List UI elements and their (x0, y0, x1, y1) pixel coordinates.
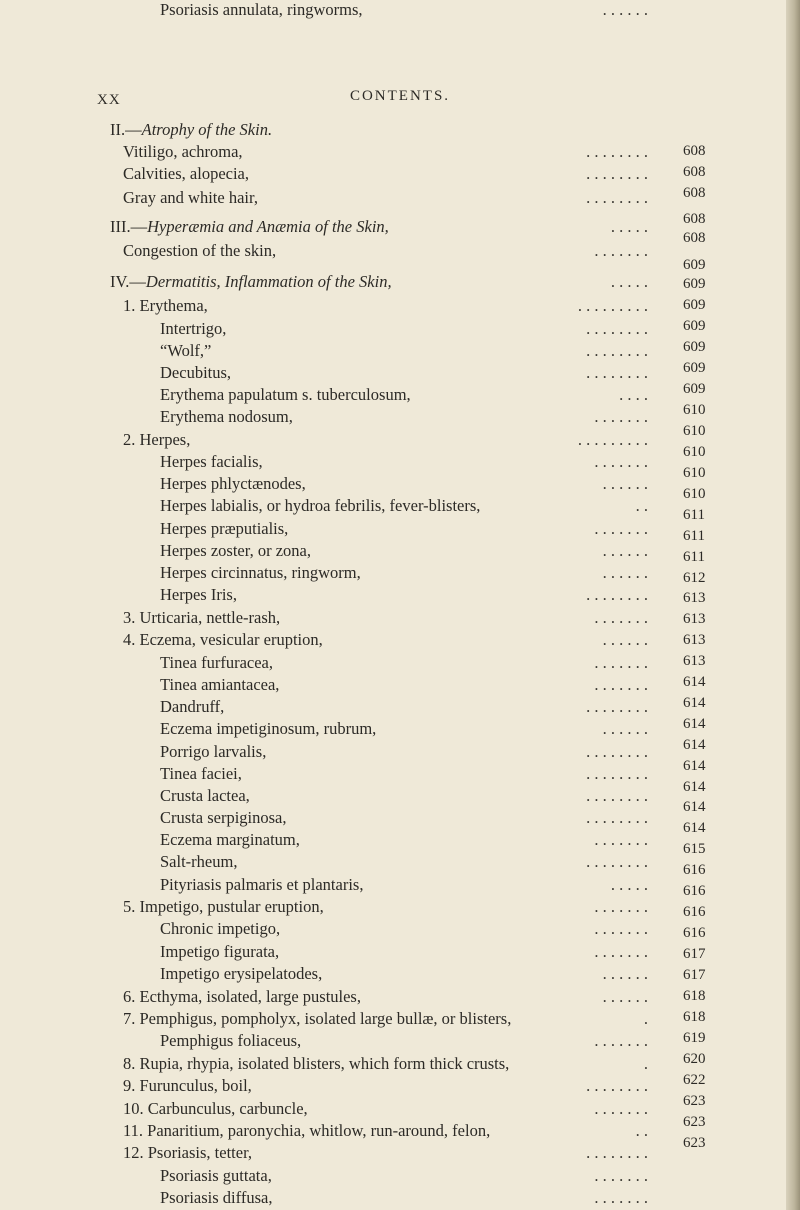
toc-entry-label (123, 1099, 308, 1119)
toc-entry-label (123, 608, 280, 628)
toc-entry-text: Psoriasis diffusa, (160, 1188, 273, 1207)
leader-dots: . (643, 1054, 648, 1073)
toc-entry (0, 563, 780, 585)
toc-entry (0, 519, 780, 541)
toc-entry (0, 919, 780, 941)
leader-dots: . . . . . . . . (586, 786, 648, 805)
toc-entry-text: Impetigo figurata, (160, 942, 280, 961)
toc-entry (0, 452, 780, 474)
page-number: 610 (683, 486, 706, 502)
toc-entry (0, 1121, 780, 1143)
leader-dots: . . . . . . . (594, 830, 648, 849)
toc-entry-label (160, 808, 286, 828)
toc-entry-label (160, 742, 266, 762)
page-number: 616 (683, 925, 706, 941)
running-title: CONTENTS. (349, 88, 451, 104)
toc-entry (0, 120, 780, 142)
leader-dots: . . . . . . . (594, 897, 648, 916)
leader-dots: . . . . . . (602, 964, 648, 983)
toc-entry-label (160, 875, 363, 895)
toc-entry-text: Pemphigus foliaceus, (160, 1031, 302, 1050)
toc-entry-label (123, 296, 208, 316)
leader-dots: . . . . . . (602, 630, 648, 649)
toc-entry (0, 0, 780, 22)
page-number: 618 (683, 988, 706, 1004)
page-number: 623 (683, 1135, 706, 1151)
page-number: 609 (683, 297, 706, 313)
leader-dots: . . . . . . . . (586, 363, 648, 382)
toc-entry-label (160, 719, 376, 739)
toc-entry-label (123, 430, 190, 450)
toc-entry-label (160, 474, 306, 494)
leader-dots: . . . . . . . (594, 1188, 648, 1207)
toc-entry-text: Psoriasis guttata, (160, 1166, 272, 1185)
page-number: 609 (683, 381, 706, 397)
page-number: 614 (683, 716, 706, 732)
toc-entry-text: Eczema impetiginosum, rubrum, (160, 719, 377, 738)
toc-entry-text: 6. Ecthyma, isolated, large pustules, (123, 987, 361, 1006)
toc-entry-text: Eczema marginatum, (160, 830, 300, 849)
toc-entry-label (160, 697, 224, 717)
toc-entry (0, 852, 780, 874)
page-number: 609 (683, 318, 706, 334)
page-number: 614 (683, 799, 706, 815)
toc-entry-text: IV.— (110, 272, 146, 291)
page-number: 610 (683, 402, 706, 418)
toc-entry-label (123, 1009, 511, 1029)
leader-dots: . . . . . . . . (586, 742, 648, 761)
page-number: 608 (683, 143, 706, 159)
toc-entry (0, 188, 780, 210)
toc-entry-label (160, 942, 279, 962)
page-number: 618 (683, 1009, 706, 1025)
toc-entry-label (160, 852, 237, 872)
toc-entry (0, 1188, 780, 1210)
leader-dots: . . . . . . . . (586, 164, 648, 183)
toc-entry-text: Crusta lactea, (160, 786, 250, 805)
toc-entry-text: Herpes præputialis, (160, 519, 289, 538)
toc-entry-label (160, 341, 211, 361)
toc-entry-label (123, 1121, 490, 1141)
toc-entry-text: Decubitus, (160, 363, 232, 382)
toc-entry-label (160, 363, 231, 383)
leader-dots: . . . . . . . . . (577, 296, 648, 315)
toc-entry-label (160, 675, 279, 695)
leader-dots: . . . . . . . . (586, 1143, 648, 1162)
toc-entry (0, 430, 780, 452)
toc-entry-label (123, 630, 323, 650)
toc-entry (0, 630, 780, 652)
toc-entry-text: Herpes labialis, or hydroa febrilis, fever-blisters, (160, 496, 481, 515)
toc-entry-text: Herpes circinnatus, ringworm, (160, 563, 361, 582)
toc-entry (0, 764, 780, 786)
toc-entry-text: Psoriasis annulata, ringworms, (160, 0, 363, 19)
toc-entry-text: Salt-rheum, (160, 852, 238, 871)
toc-entry (0, 875, 780, 897)
toc-entry-label (160, 385, 411, 405)
leader-dots: . . . . . . . (594, 675, 648, 694)
toc-entry-text: 7. Pemphigus, pompholyx, isolated large bullæ, or blisters, (123, 1009, 512, 1028)
page-number: 619 (683, 1030, 706, 1046)
toc-entry-label (123, 1054, 509, 1074)
page-number: 609 (683, 276, 706, 292)
page-number: 611 (683, 549, 705, 565)
toc-entry-text: Tinea amiantacea, (160, 675, 280, 694)
toc-entry-text: Congestion of the skin, (123, 241, 277, 260)
toc-entry-label (110, 217, 389, 237)
toc-entry-text: Herpes Iris, (160, 585, 237, 604)
toc-entry-text: Intertrigo, (160, 319, 227, 338)
page-number: 608 (683, 185, 706, 201)
toc-entry (0, 786, 780, 808)
toc-entry-label (123, 987, 361, 1007)
toc-entry (0, 217, 780, 239)
toc-entry-text: Erythema nodosum, (160, 407, 293, 426)
leader-dots: . . . . . . (602, 0, 648, 19)
page-number: 608 (683, 211, 706, 227)
toc-entry (0, 272, 780, 294)
leader-dots: . . . . (619, 385, 648, 404)
toc-entry (0, 697, 780, 719)
toc-entry-label (160, 653, 273, 673)
page-number: 611 (683, 528, 705, 544)
toc-entry-label (123, 1143, 252, 1163)
toc-entry (0, 742, 780, 764)
leader-dots: . . . . . . . (594, 519, 648, 538)
leader-dots: . . . . . . . (594, 241, 648, 260)
toc-entry (0, 675, 780, 697)
toc-entry-text: Tinea furfuracea, (160, 653, 274, 672)
leader-dots: . . (635, 496, 648, 515)
toc-section-title: Atrophy of the Skin. (141, 120, 273, 139)
leader-dots: . . . . . . . . (586, 188, 648, 207)
leader-dots: . . . . . . . . (586, 585, 648, 604)
toc-entry (0, 496, 780, 518)
toc-entry-label (110, 272, 392, 292)
toc-entry (0, 830, 780, 852)
leader-dots: . . . . . . . (594, 919, 648, 938)
toc-entry-label (160, 964, 322, 984)
leader-dots: . . . . . (610, 272, 648, 291)
toc-entry (0, 142, 780, 164)
page-number: 609 (683, 257, 706, 273)
toc-entry (0, 296, 780, 318)
toc-entry-label (123, 241, 276, 261)
toc-entry-label (160, 541, 311, 561)
toc-entry-label (123, 164, 249, 184)
toc-entry (0, 1054, 780, 1076)
toc-entry (0, 319, 780, 341)
page-number: 622 (683, 1072, 706, 1088)
toc-entry (0, 474, 780, 496)
leader-dots: . . . . . . . (594, 1031, 648, 1050)
toc-entry-label (160, 1188, 272, 1208)
page-number: 614 (683, 737, 706, 753)
toc-entry-text: Dandruff, (160, 697, 225, 716)
toc-entry-label (160, 786, 250, 806)
toc-entry (0, 363, 780, 385)
toc-entry (0, 385, 780, 407)
page-number: 613 (683, 653, 706, 669)
toc-entry-text: Tinea faciei, (160, 764, 242, 783)
page-number: 613 (683, 632, 706, 648)
toc-entry-text: “Wolf,” (160, 341, 212, 360)
toc-entry-text: 11. Panaritium, paronychia, whitlow, run-around, felon, (123, 1121, 491, 1140)
page-number: 610 (683, 423, 706, 439)
toc-entry-label (160, 563, 361, 583)
page-number: 613 (683, 590, 706, 606)
leader-dots: . . . . . . (602, 987, 648, 1006)
page-number: 609 (683, 339, 706, 355)
leader-dots: . . . . . . . (594, 452, 648, 471)
page-number: 616 (683, 883, 706, 899)
page-number-roman: XX (97, 92, 121, 108)
leader-dots: . . . . . (610, 875, 648, 894)
toc-entry-text: Gray and white hair, (123, 188, 258, 207)
toc-entry-label (160, 519, 288, 539)
toc-entry (0, 164, 780, 186)
toc-entry-text: 3. Urticaria, nettle-rash, (123, 608, 281, 627)
page-number: 615 (683, 841, 706, 857)
toc-entry-text: 4. Eczema, vesicular eruption, (123, 630, 323, 649)
toc-entry-label (160, 452, 263, 472)
toc-entry (0, 897, 780, 919)
page-number: 614 (683, 695, 706, 711)
leader-dots: . . . . . . . . (586, 319, 648, 338)
toc-entry-text: II.— (110, 120, 142, 139)
leader-dots: . . (635, 1121, 648, 1140)
toc-entry (0, 653, 780, 675)
leader-dots: . . . . . . . (594, 942, 648, 961)
toc-entry-text: 12. Psoriasis, tetter, (123, 1143, 253, 1162)
page-number: 614 (683, 820, 706, 836)
page-number: 616 (683, 862, 706, 878)
page-edge (786, 0, 800, 1210)
leader-dots: . . . . . . (602, 541, 648, 560)
toc-entry (0, 942, 780, 964)
page-number: 608 (683, 164, 706, 180)
toc-entry (0, 1076, 780, 1098)
toc-section-title: Hyperæmia and Anæmia of the Skin, (147, 217, 389, 236)
leader-dots: . . . . . . . . (586, 808, 648, 827)
page-number: 613 (683, 611, 706, 627)
toc-entry-text: Calvities, alopecia, (123, 164, 249, 183)
toc-entry (0, 1009, 780, 1031)
toc-entry-text: Herpes facialis, (160, 452, 263, 471)
leader-dots: . . . . . . . (594, 407, 648, 426)
toc-entry-text: Herpes phlyctænodes, (160, 474, 306, 493)
leader-dots: . . . . . . (602, 563, 648, 582)
leader-dots: . . . . . . . (594, 1166, 648, 1185)
page-number: 617 (683, 946, 706, 962)
leader-dots: . . . . . . . . (586, 341, 648, 360)
toc-entry-text: Erythema papulatum s. tuberculosum, (160, 385, 411, 404)
leader-dots: . . . . . . . . (586, 764, 648, 783)
toc-entry-text: 1. Erythema, (123, 296, 208, 315)
toc-entry-text: Herpes zoster, or zona, (160, 541, 311, 560)
toc-entry-label (160, 407, 293, 427)
page-number: 623 (683, 1114, 706, 1130)
toc-entry-text: 2. Herpes, (123, 430, 191, 449)
toc-entry (0, 1099, 780, 1121)
toc-entry-text: 9. Furunculus, boil, (123, 1076, 252, 1095)
page-number: 614 (683, 779, 706, 795)
leader-dots: . . . . . . . (594, 608, 648, 627)
toc-entry (0, 1166, 780, 1188)
leader-dots: . . . . . . . . . (577, 430, 648, 449)
toc-entry (0, 585, 780, 607)
toc-entry (0, 1031, 780, 1053)
toc-entry-label (160, 496, 480, 516)
page-number: 611 (683, 507, 705, 523)
toc-entry-label (160, 764, 242, 784)
toc-entry (0, 808, 780, 830)
toc-entry-label (123, 1076, 252, 1096)
toc-entry-label (110, 120, 272, 140)
leader-dots: . (643, 1009, 648, 1028)
toc-entry (0, 341, 780, 363)
toc-entry (0, 964, 780, 986)
toc-entry (0, 407, 780, 429)
leader-dots: . . . . . . . (594, 1099, 648, 1118)
page-number: 610 (683, 465, 706, 481)
toc-entry-text: Pityriasis palmaris et plantaris, (160, 875, 364, 894)
toc-entry-label (160, 830, 300, 850)
toc-entry-text: Crusta serpiginosa, (160, 808, 287, 827)
toc-entry-label (160, 585, 237, 605)
toc-section-title: Dermatitis, Inflammation of the Skin, (145, 272, 392, 291)
toc-entry-text: III.— (110, 217, 148, 236)
toc-entry-label (160, 1031, 301, 1051)
toc-entry-label (160, 0, 363, 20)
toc-entry (0, 987, 780, 1009)
toc-entry-text: 10. Carbunculus, carbuncle, (123, 1099, 308, 1118)
toc-entry-label (160, 319, 226, 339)
toc-entry-label (160, 919, 280, 939)
page-number: 614 (683, 758, 706, 774)
leader-dots: . . . . . . . . (586, 852, 648, 871)
toc-entry-label (123, 188, 258, 208)
leader-dots: . . . . . . (602, 719, 648, 738)
page-number: 609 (683, 360, 706, 376)
page-number: 614 (683, 674, 706, 690)
toc-entry-text: 8. Rupia, rhypia, isolated blisters, which form thick crusts, (123, 1054, 510, 1073)
toc-entry (0, 1143, 780, 1165)
leader-dots: . . . . . . . (594, 653, 648, 672)
toc-entry-label (123, 897, 324, 917)
toc-entry-text: Impetigo erysipelatodes, (160, 964, 323, 983)
page-number: 612 (683, 570, 706, 586)
leader-dots: . . . . . . (602, 474, 648, 493)
toc-entry-text: 5. Impetigo, pustular eruption, (123, 897, 324, 916)
toc-entry-text: Porrigo larvalis, (160, 742, 267, 761)
page-number: 608 (683, 230, 706, 246)
toc-entry-text: Chronic impetigo, (160, 919, 281, 938)
leader-dots: . . . . . (610, 217, 648, 236)
toc-entry-text: Vitiligo, achroma, (123, 142, 243, 161)
leader-dots: . . . . . . . . (586, 1076, 648, 1095)
toc-entry (0, 608, 780, 630)
toc-entry-label (123, 142, 243, 162)
leader-dots: . . . . . . . . (586, 697, 648, 716)
page-number: 620 (683, 1051, 706, 1067)
toc-entry-label (160, 1166, 272, 1186)
toc-entry (0, 719, 780, 741)
page-number: 616 (683, 904, 706, 920)
page-number: 617 (683, 967, 706, 983)
page-number: 623 (683, 1093, 706, 1109)
leader-dots: . . . . . . . . (586, 142, 648, 161)
page-number: 610 (683, 444, 706, 460)
toc-entry (0, 241, 780, 263)
toc-entry (0, 541, 780, 563)
